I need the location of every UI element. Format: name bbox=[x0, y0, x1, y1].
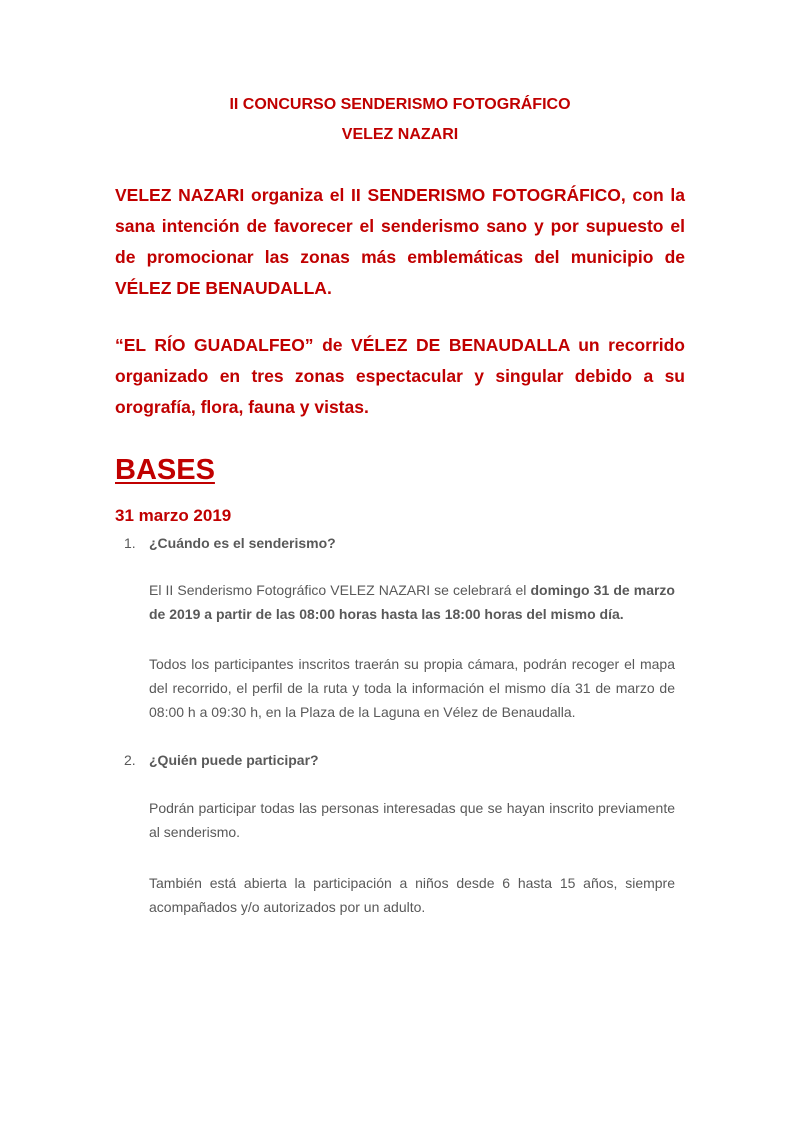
document-subtitle: VELEZ NAZARI bbox=[341, 126, 459, 143]
intro-paragraph-1: VELEZ NAZARI organiza el II SENDERISMO FOTOGRÁFICO, con la sana intención de favorecer el senderismo sano y por supuesto el de promocionar las zonas más emblemáticas del municipio de VÉLEZ DE BENAUDALLA. bbox=[115, 185, 685, 298]
question-2-number: 2. bbox=[124, 752, 136, 768]
question-1-paragraph-1-text: El II Senderismo Fotográfico VELEZ NAZARI se celebrará el bbox=[149, 582, 531, 598]
question-1-number: 1. bbox=[124, 535, 136, 551]
intro-paragraph-2: “EL RÍO GUADALFEO” de VÉLEZ DE BENAUDALLA un recorrido organizado en tres zonas espectacular y singular debido a su orografía, flora, fauna y vistas. bbox=[115, 335, 685, 417]
question-2-paragraph-2: También está abierta la participación a niños desde 6 hasta 15 años, siempre acompañados y/o autorizados por un adulto. bbox=[149, 875, 675, 915]
question-2-paragraph-1: Podrán participar todas las personas interesadas que se hayan inscrito previamente al senderismo. bbox=[149, 800, 675, 840]
question-1-paragraph-1 bbox=[149, 578, 675, 626]
bases-heading: BASES bbox=[115, 454, 215, 486]
document-title: II CONCURSO SENDERISMO FOTOGRÁFICO bbox=[229, 96, 571, 113]
question-1-paragraph-1-bold: domingo 31 de marzo de 2019 a partir de las 08:00 horas hasta las 18:00 horas del mismo día. bbox=[149, 582, 675, 622]
question-2-heading: ¿Quién puede participar? bbox=[149, 752, 319, 768]
bases-date: 31 marzo 2019 bbox=[115, 506, 232, 525]
question-1-paragraph-2: Todos los participantes inscritos traerán su propia cámara, podrán recoger el mapa del recorrido, el perfil de la ruta y toda la información el mismo día 31 de marzo de 08:00 h a 09:30 h, en la Plaza de la Laguna en Vélez de Benaudalla. bbox=[149, 656, 675, 720]
question-1-heading: ¿Cuándo es el senderismo? bbox=[149, 535, 336, 551]
